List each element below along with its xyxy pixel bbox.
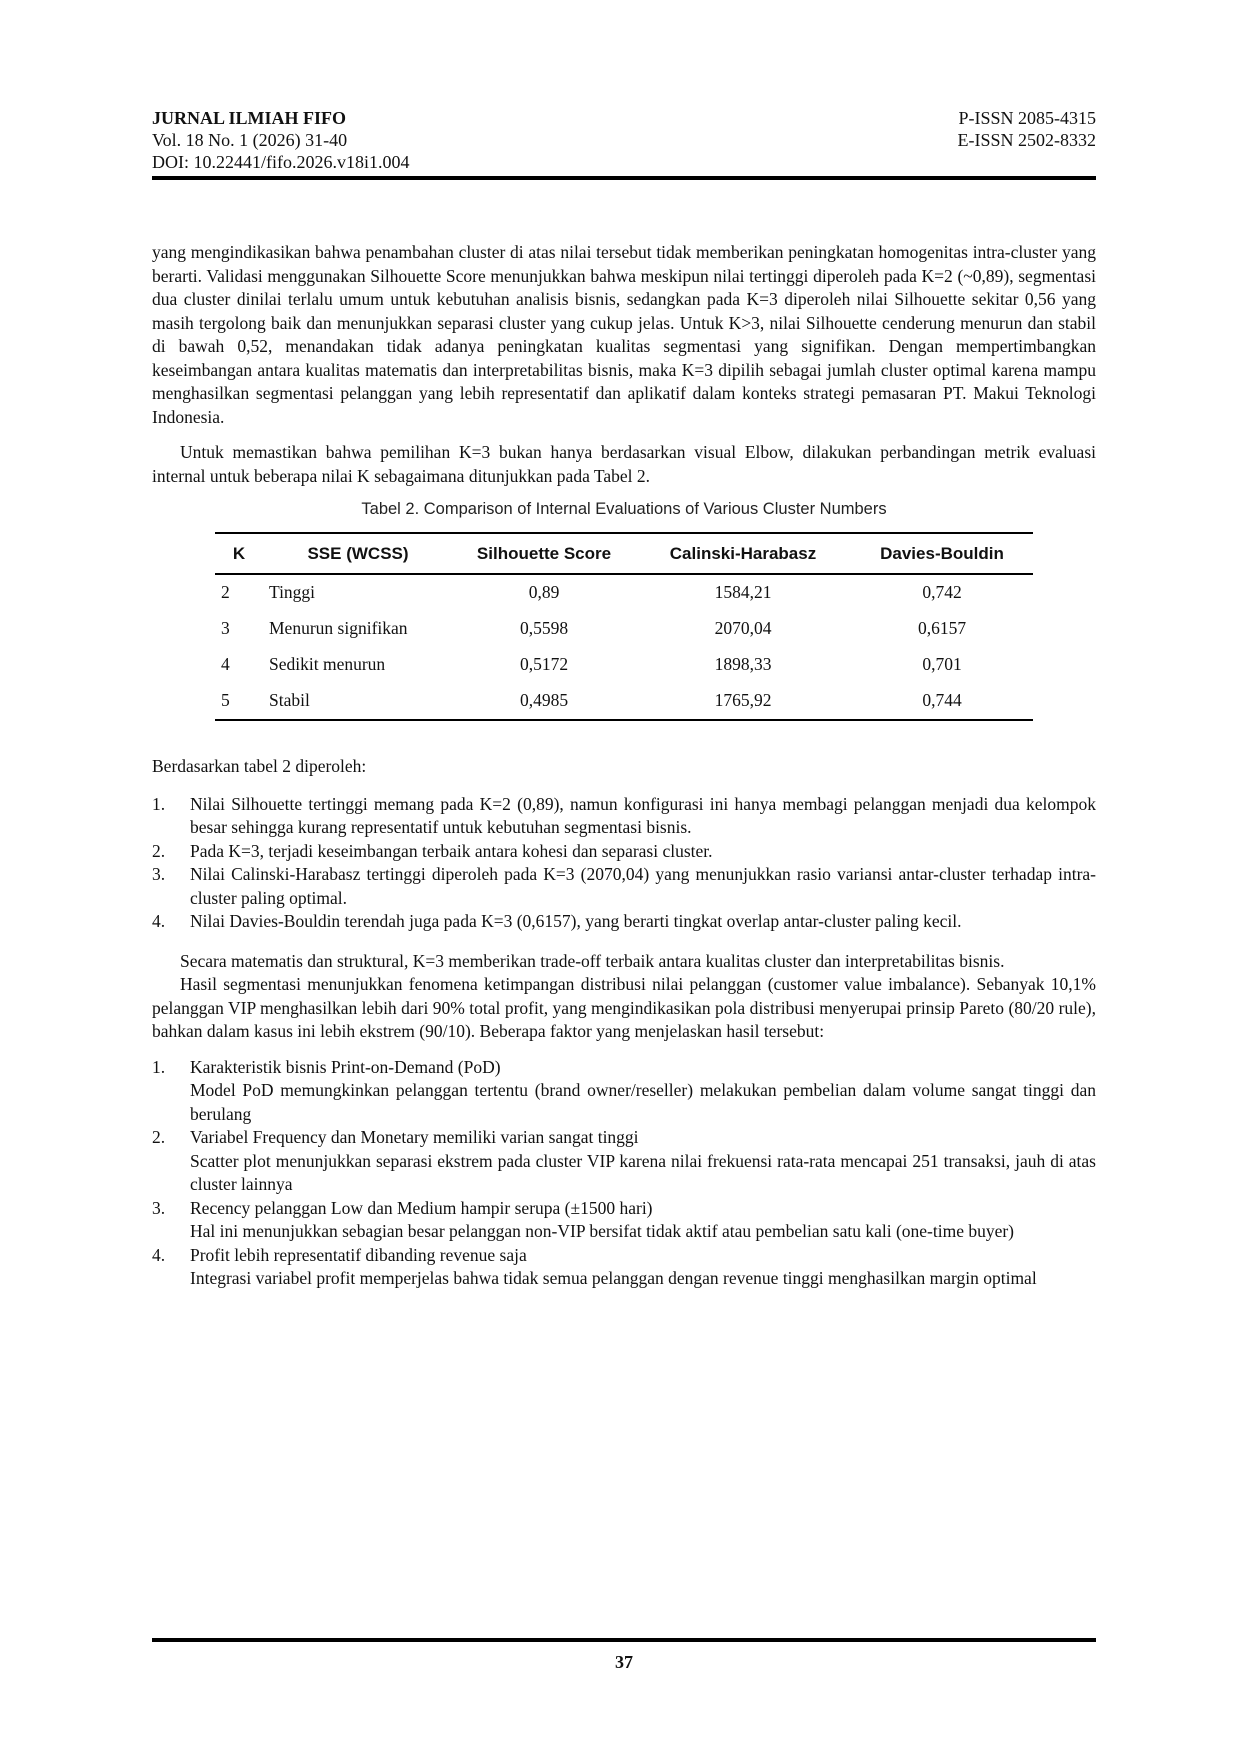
- journal-doi: DOI: 10.22441/fifo.2026.v18i1.004: [152, 152, 410, 172]
- table-header-cell: Silhouette Score: [453, 533, 635, 575]
- table-cell: Tinggi: [269, 582, 316, 603]
- table-cell: 5: [215, 683, 263, 720]
- list-item: 2. Variabel Frequency dan Monetary memiliki varian sangat tinggi Scatter plot menunjukkan separasi ekstrem pada cluster VIP karena nilai frekuensi rata-rata mencapai 251 transaksi, jauh di atas cluster lainnya: [152, 1127, 1096, 1194]
- table-cell: 2070,04: [714, 618, 772, 639]
- table-cell: 0,701: [922, 654, 962, 675]
- paragraph-3: Berdasarkan tabel 2 diperoleh:: [152, 756, 367, 776]
- running-header: [152, 107, 1096, 173]
- table-cell: 0,744: [851, 683, 1033, 720]
- list-item: 1. Karakteristik bisnis Print-on-Demand (PoD) Model PoD memungkinkan pelanggan tertentu (brand owner/reseller) melakukan pembelian dalam volume sangat tinggi dan berulang: [152, 1056, 1096, 1124]
- factors-list: [152, 1056, 1096, 1291]
- table-row: [215, 683, 1033, 720]
- page-number: 37: [615, 1652, 633, 1672]
- table-caption: Tabel 2. Comparison of Internal Evaluations of Various Cluster Numbers: [361, 500, 887, 518]
- table-cell: 1584,21: [714, 582, 772, 603]
- findings-list: [152, 793, 1096, 934]
- list-item: 4. Profit lebih representatif dibanding revenue saja Integrasi variabel profit memperjelas bahwa tidak semua pelanggan dengan revenue tinggi menghasilkan margin optimal: [152, 1244, 1037, 1288]
- list-item: 4. Nilai Davies-Bouldin terendah juga pada K=3 (0,6157), yang berarti tingkat overlap antar-cluster paling kecil.: [152, 911, 962, 931]
- table-cell: 0,4985: [453, 683, 635, 720]
- article-body: [152, 241, 1096, 1291]
- paragraph-5: Hasil segmentasi menunjukkan fenomena ketimpangan distribusi nilai pelanggan (customer value imbalance). Sebanyak 10,1% pelanggan VIP menghasilkan lebih dari 90% total profit, yang mengindikasikan pola distribusi menyerupai prinsip Pareto (80/20 rule), bahkan dalam kasus ini lebih ekstrem (90/10). Beberapa faktor yang menjelaskan hasil tersebut:: [152, 974, 1096, 1041]
- table-header-row: [215, 533, 1033, 575]
- table-cell: 0,5172: [519, 654, 569, 675]
- list-item: 3. Nilai Calinski-Harabasz tertinggi diperoleh pada K=3 (2070,04) yang menunjukkan rasio variansi antar-cluster terhadap intra-cluster paling optimal.: [152, 864, 1096, 908]
- pissn: P-ISSN 2085-4315: [958, 108, 1096, 128]
- table-cell: 0,742: [922, 582, 962, 603]
- list-item: 3. Recency pelanggan Low dan Medium hampir serupa (±1500 hari) Hal ini menunjukkan sebagian besar pelanggan non-VIP bersifat tidak aktif atau pembelian satu kali (one-time buyer): [152, 1197, 1015, 1241]
- table-cell: 0,5598: [519, 618, 569, 639]
- table-cell: 0,89: [528, 582, 560, 603]
- table-cell: 4: [221, 654, 230, 675]
- table-cell: 0,6157: [917, 618, 967, 639]
- table-cell: 3: [221, 618, 230, 639]
- table-header-cell: SSE (WCSS): [263, 533, 453, 575]
- journal-volume: Vol. 18 No. 1 (2026) 31-40: [152, 130, 348, 150]
- table-header-cell: Calinski-Harabasz: [635, 533, 851, 575]
- table-row: [215, 574, 1033, 611]
- table-cell: 1765,92: [635, 683, 851, 720]
- table-row: [215, 647, 1033, 683]
- table-header-cell: Davies-Bouldin: [851, 533, 1033, 575]
- table-row: [215, 611, 1033, 647]
- list-item: 2. Pada K=3, terjadi keseimbangan terbaik antara kohesi dan separasi cluster.: [152, 840, 713, 861]
- table-cell: 1898,33: [714, 654, 772, 675]
- list-item: 1. Nilai Silhouette tertinggi memang pada K=2 (0,89), namun konfigurasi ini hanya membagi pelanggan menjadi dua kelompok besar sehingga kurang representatif untuk kebutuhan segmentasi bisnis.: [152, 793, 1096, 837]
- paragraph-2: Untuk memastikan bahwa pemilihan K=3 bukan hanya berdasarkan visual Elbow, dilakukan perbandingan metrik evaluasi internal untuk beberapa nilai K sebagaimana ditunjukkan pada Tabel 2.: [152, 442, 1096, 486]
- paragraph-4: Secara matematis dan struktural, K=3 memberikan trade-off terbaik antara kualitas cluster dan interpretabilitas bisnis.: [180, 950, 1005, 971]
- footer-divider: [152, 1638, 1096, 1642]
- header-divider: [152, 176, 1096, 180]
- eissn: E-ISSN 2502-8332: [957, 130, 1096, 150]
- paragraph-1: yang mengindikasikan bahwa penambahan cluster di atas nilai tersebut tidak memberikan peningkatan homogenitas intra-cluster yang berarti. Validasi menggunakan Silhouette Score menunjukkan bahwa meskipun nilai tertinggi diperoleh pada K=2 (~0,89), segmentasi dua cluster dinilai terlalu umum untuk kebutuhan analisis bisnis, sedangkan pada K=3 diperoleh nilai Silhouette sekitar 0,56 yang masih tergolong baik dan menunjukkan separasi cluster yang cukup jelas. Untuk K>3, nilai Silhouette cenderung menurun dan stabil di bawah 0,52, menandakan tidak adanya peningkatan kualitas segmentasi yang signifikan. Dengan mempertimbangkan keseimbangan antara kualitas matematis dan interpretabilitas bisnis, maka K=3 dipilih sebagai jumlah cluster optimal karena mampu menghasilkan segmentasi pelanggan yang lebih representatif dan aplikatif dalam konteks strategi pemasaran PT. Makui Teknologi Indonesia.: [152, 242, 1096, 427]
- table-header-cell: K: [215, 533, 263, 575]
- journal-title: JURNAL ILMIAH FIFO: [152, 108, 347, 128]
- table-cell: 2: [221, 582, 230, 603]
- table-cell: Menurun signifikan: [269, 618, 408, 639]
- evaluation-table: [215, 532, 1033, 722]
- table-cell: Stabil: [263, 683, 453, 720]
- table-cell: Sedikit menurun: [269, 654, 386, 675]
